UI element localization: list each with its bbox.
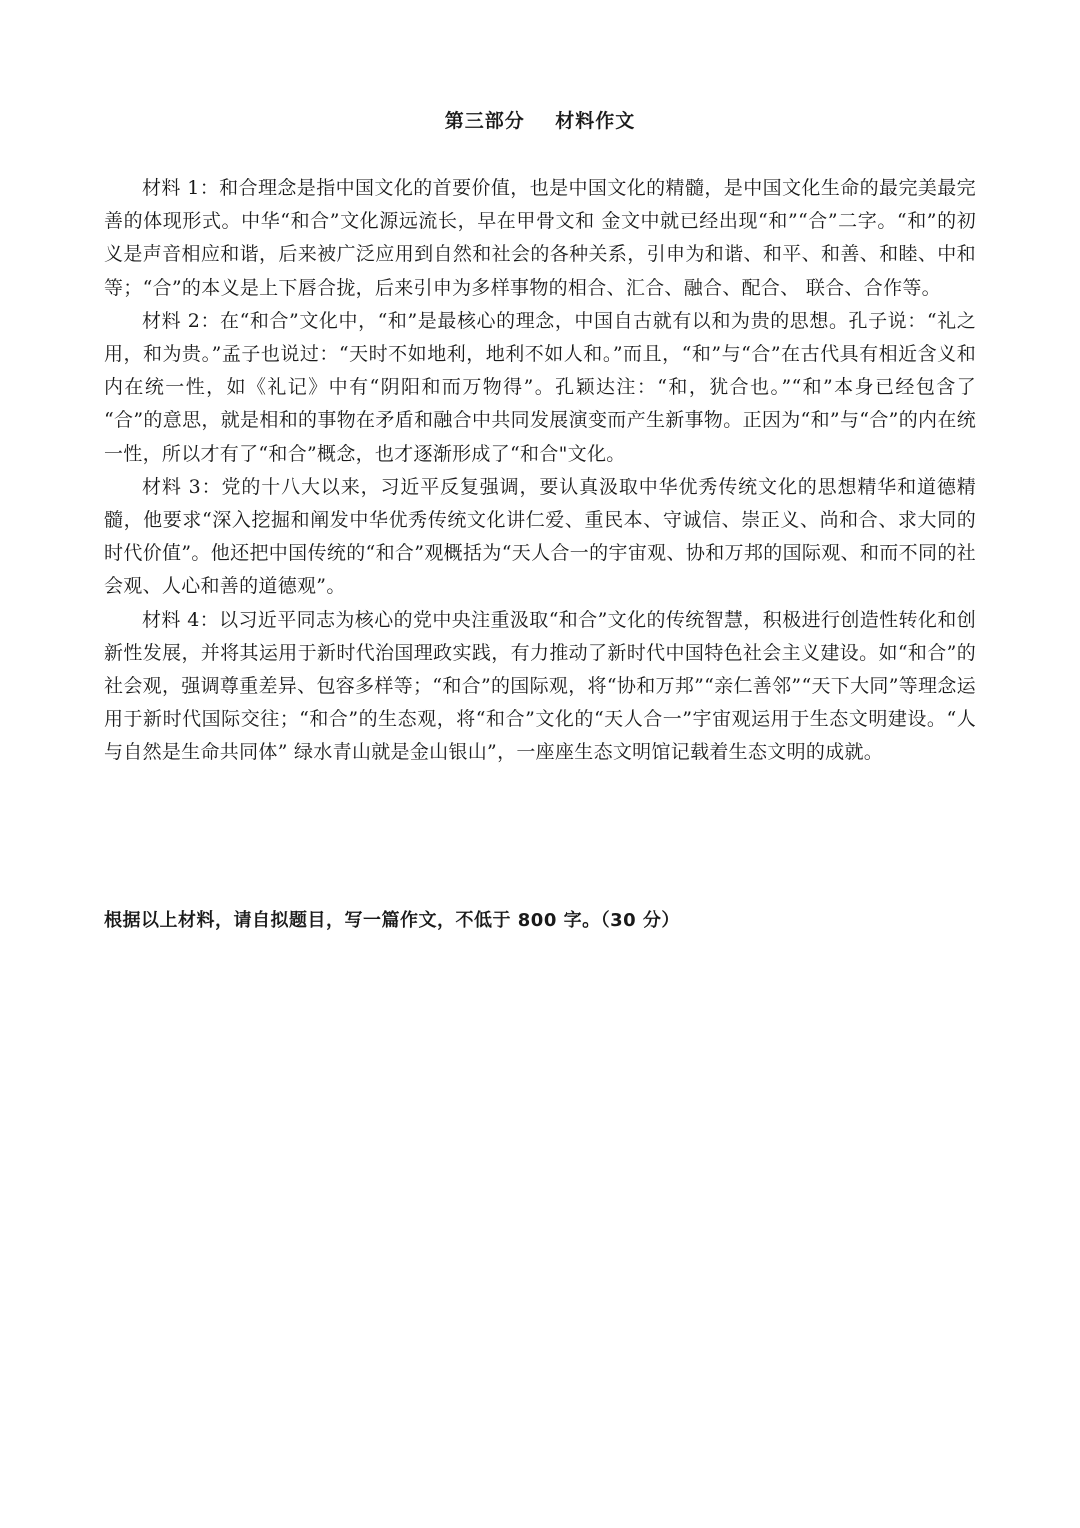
material-1-paragraph: 材料 1：和合理念是指中国文化的首要价值，也是中国文化的精髓，是中国文化生命的最完美最完善的体现形式。中华“和合”文化源远流长，早在甲骨文和 金文中就已经出现“和”“合”二字。“和”的初义是声音相应和谐，后来被广泛应用到自然和社会的各种关系，引申为和谐、和平、和善、和睦、中和等；“合”的本义是上下唇合拢，后来引申为多样事物的相合、汇合、融合、配合、 联合、合作等。	[104, 177, 976, 299]
material-3-paragraph: 材料 3：党的十八大以来，习近平反复强调，要认真汲取中华优秀传统文化的思想精华和道德精髓，他要求“深入挖掘和阐发中华优秀传统文化讲仁爱、重民本、守诚信、崇正义、尚和合、求大同的时代价值”。他还把中国传统的“和合”观概括为“天人合一的宇宙观、协和万邦的国际观、和而不同的社会观、人心和善的道德观”。	[104, 475, 976, 598]
section-title: 第三部分 材料作文	[444, 110, 636, 132]
material-4-paragraph: 材料 4：以习近平同志为核心的党中央注重汲取“和合”文化的传统智慧，积极进行创造性转化和创新性发展，并将其运用于新时代治国理政实践，有力推动了新时代中国特色社会主义建设。如“和合”的社会观，强调尊重差异、包容多样等；“和合”的国际观，将“协和万邦”“亲仁善邻”“天下大同”等理念运用于新时代国际交往；“和合”的生态观，将“和合”文化的“天人合一”宇宙观运用于生态文明建设。“人与自然是生命共同体” 绿水青山就是金山银山”，一座座生态文明馆记载着生态文明的成就。	[104, 608, 976, 764]
writing-prompt: 根据以上材料，请自拟题目，写一篇作文，不低于 800 字。（30 分）	[104, 910, 680, 931]
materials-block	[104, 172, 976, 770]
material-2-paragraph: 材料 2：在“和合”文化中，“和”是最核心的理念，中国自古就有以和为贵的思想。孔子说：“礼之用，和为贵。”孟子也说过：“天时不如地利，地利不如人和。”而且，“和”与“合”在古代具有相近含义和内在统一性，如《礼记》中有“阴阳和而万物得”。孔颖达注：“和，犹合也。”“和”本身已经包含了 “合”的意思，就是相和的事物在矛盾和融合中共同发展演变而产生新事物。正因为“和”与“合”的内在统一性，所以才有了“和合”概念，也才逐渐形成了“和合"文化。	[104, 309, 976, 465]
